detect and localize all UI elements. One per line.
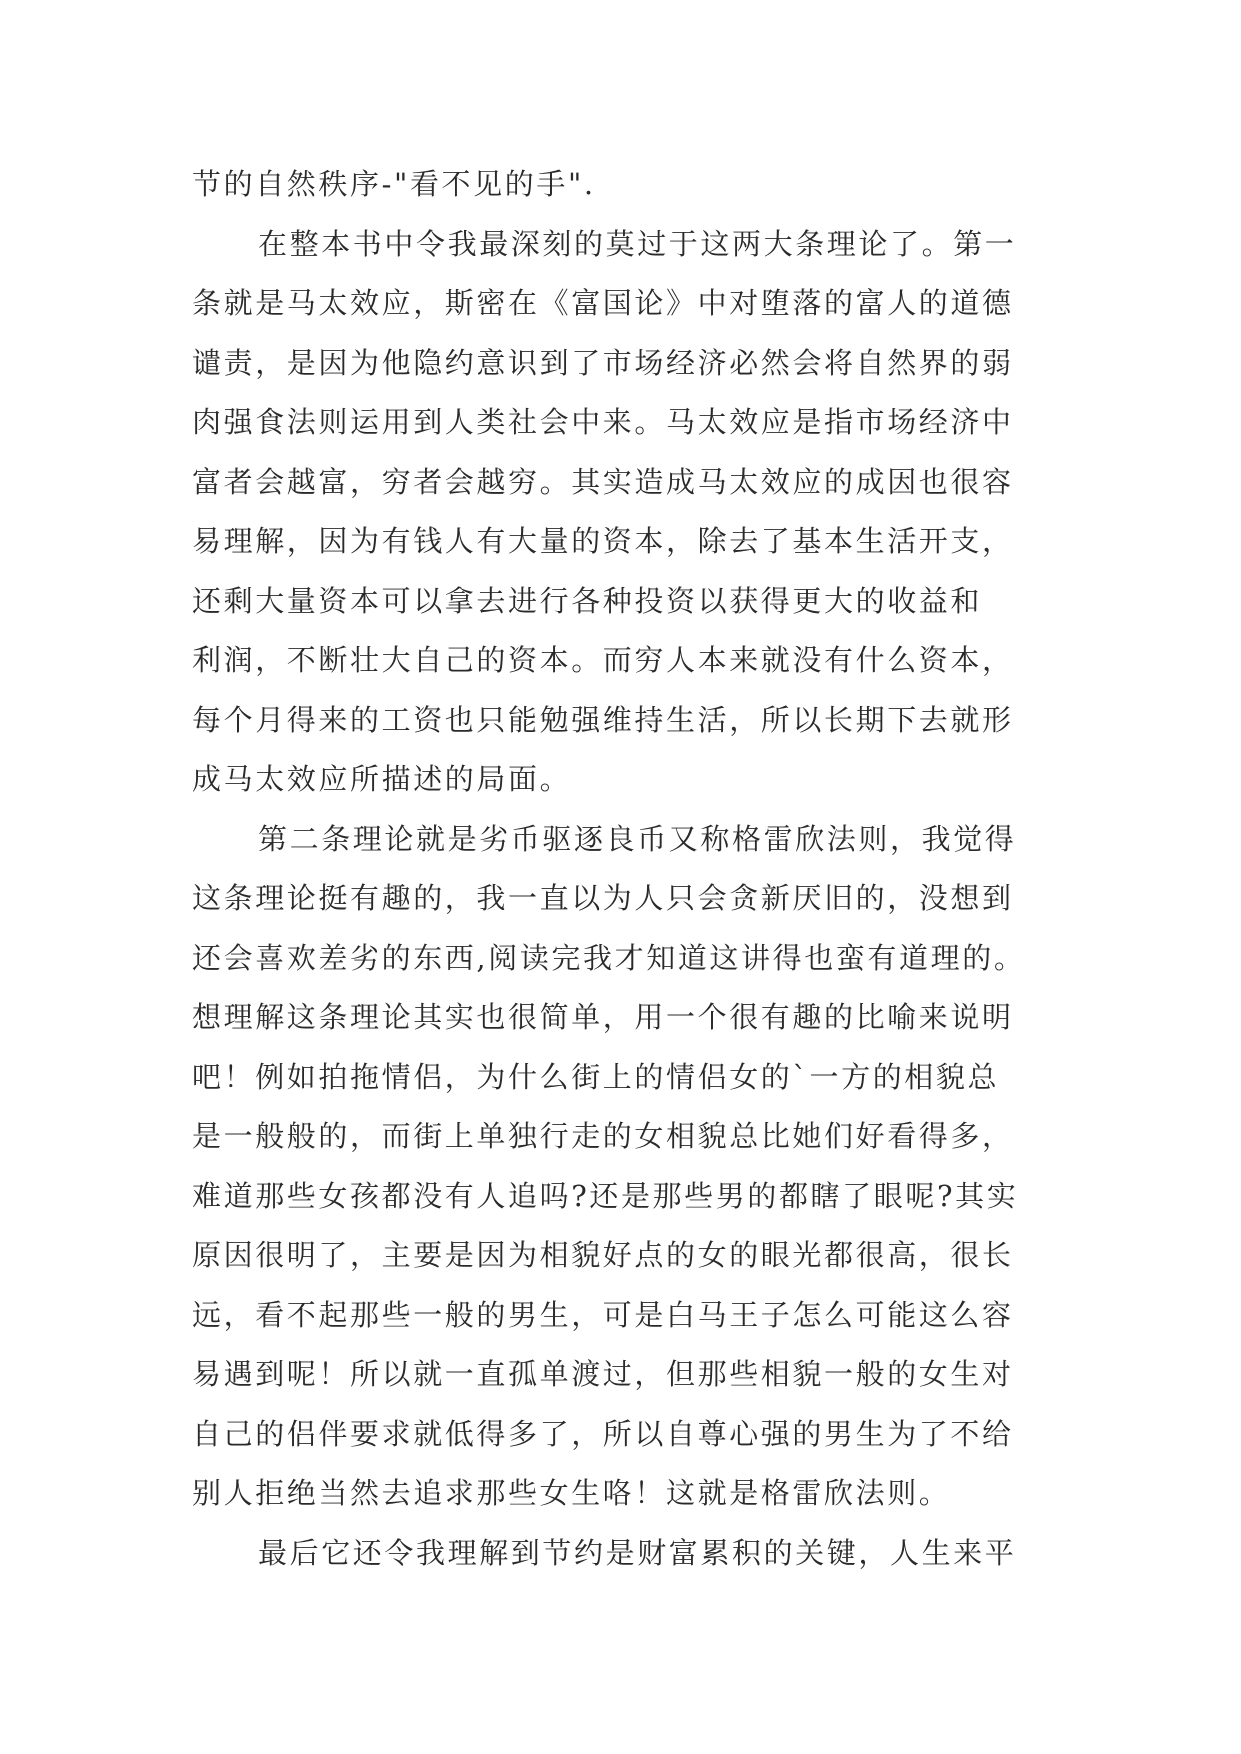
text-line: 远，看不起那些一般的男生，可是白马王子怎么可能这么容 <box>192 1297 1014 1332</box>
text-line: 利润，不断壮大自己的资本。而穷人本来就没有什么资本， <box>192 643 1014 677</box>
text-line: 每个月得来的工资也只能勉强维持生活，所以长期下去就形 <box>192 702 1014 737</box>
text-line: 别人拒绝当然去追求那些女生咯！这就是格雷欣法则。 <box>192 1476 951 1510</box>
text-line: 富者会越富，穷者会越穷。其实造成马太效应的成因也很容 <box>192 464 1014 499</box>
text-line: 难道那些女孩都没有人追吗?还是那些男的都瞎了眼呢?其实 <box>192 1178 1019 1213</box>
text-line: 是一般般的，而街上单独行走的女相貌总比她们好看得多， <box>192 1119 1014 1153</box>
paragraph-first-line: 在整本书中令我最深刻的莫过于这两大条理论了。第一 <box>258 226 1017 261</box>
text-line: 自己的侣伴要求就低得多了，所以自尊心强的男生为了不给 <box>192 1416 1014 1451</box>
text-line: 这条理论挺有趣的，我一直以为人只会贪新厌旧的，没想到 <box>192 881 1014 915</box>
text-line: 成马太效应所描述的局面。 <box>192 762 572 796</box>
text-line: 还会喜欢差劣的东西,阅读完我才知道这讲得也蛮有道理的。 <box>192 940 1026 975</box>
text-line: 肉强食法则运用到人类社会中来。马太效应是指市场经济中 <box>192 405 1014 439</box>
text-line: 吧！例如拍拖情侣，为什么街上的情侣女的`一方的相貌总 <box>192 1059 1000 1094</box>
text-line: 易理解，因为有钱人有大量的资本，除去了基本生活开支， <box>192 524 1014 558</box>
text-line: 还剩大量资本可以拿去进行各种投资以获得更大的收益和 <box>192 583 983 618</box>
text-line: 想理解这条理论其实也很简单，用一个很有趣的比喻来说明 <box>192 1000 1014 1034</box>
text-line: 条就是马太效应，斯密在《富国论》中对堕落的富人的道德 <box>192 286 1014 320</box>
text-line: 节的自然秩序-"看不见的手". <box>192 167 596 201</box>
text-line: 谴责，是因为他隐约意识到了市场经济必然会将自然界的弱 <box>192 345 1014 380</box>
text-line: 易遇到呢！所以就一直孤单渡过，但那些相貌一般的女生对 <box>192 1357 1014 1391</box>
body-text <box>192 155 1062 1583</box>
paragraph-first-line: 最后它还令我理解到节约是财富累积的关键，人生来平 <box>258 1535 1017 1570</box>
text-line: 原因很明了，主要是因为相貌好点的女的眼光都很高，很长 <box>192 1238 1014 1272</box>
paragraph-first-line: 第二条理论就是劣币驱逐良币又称格雷欣法则，我觉得 <box>258 821 1017 856</box>
